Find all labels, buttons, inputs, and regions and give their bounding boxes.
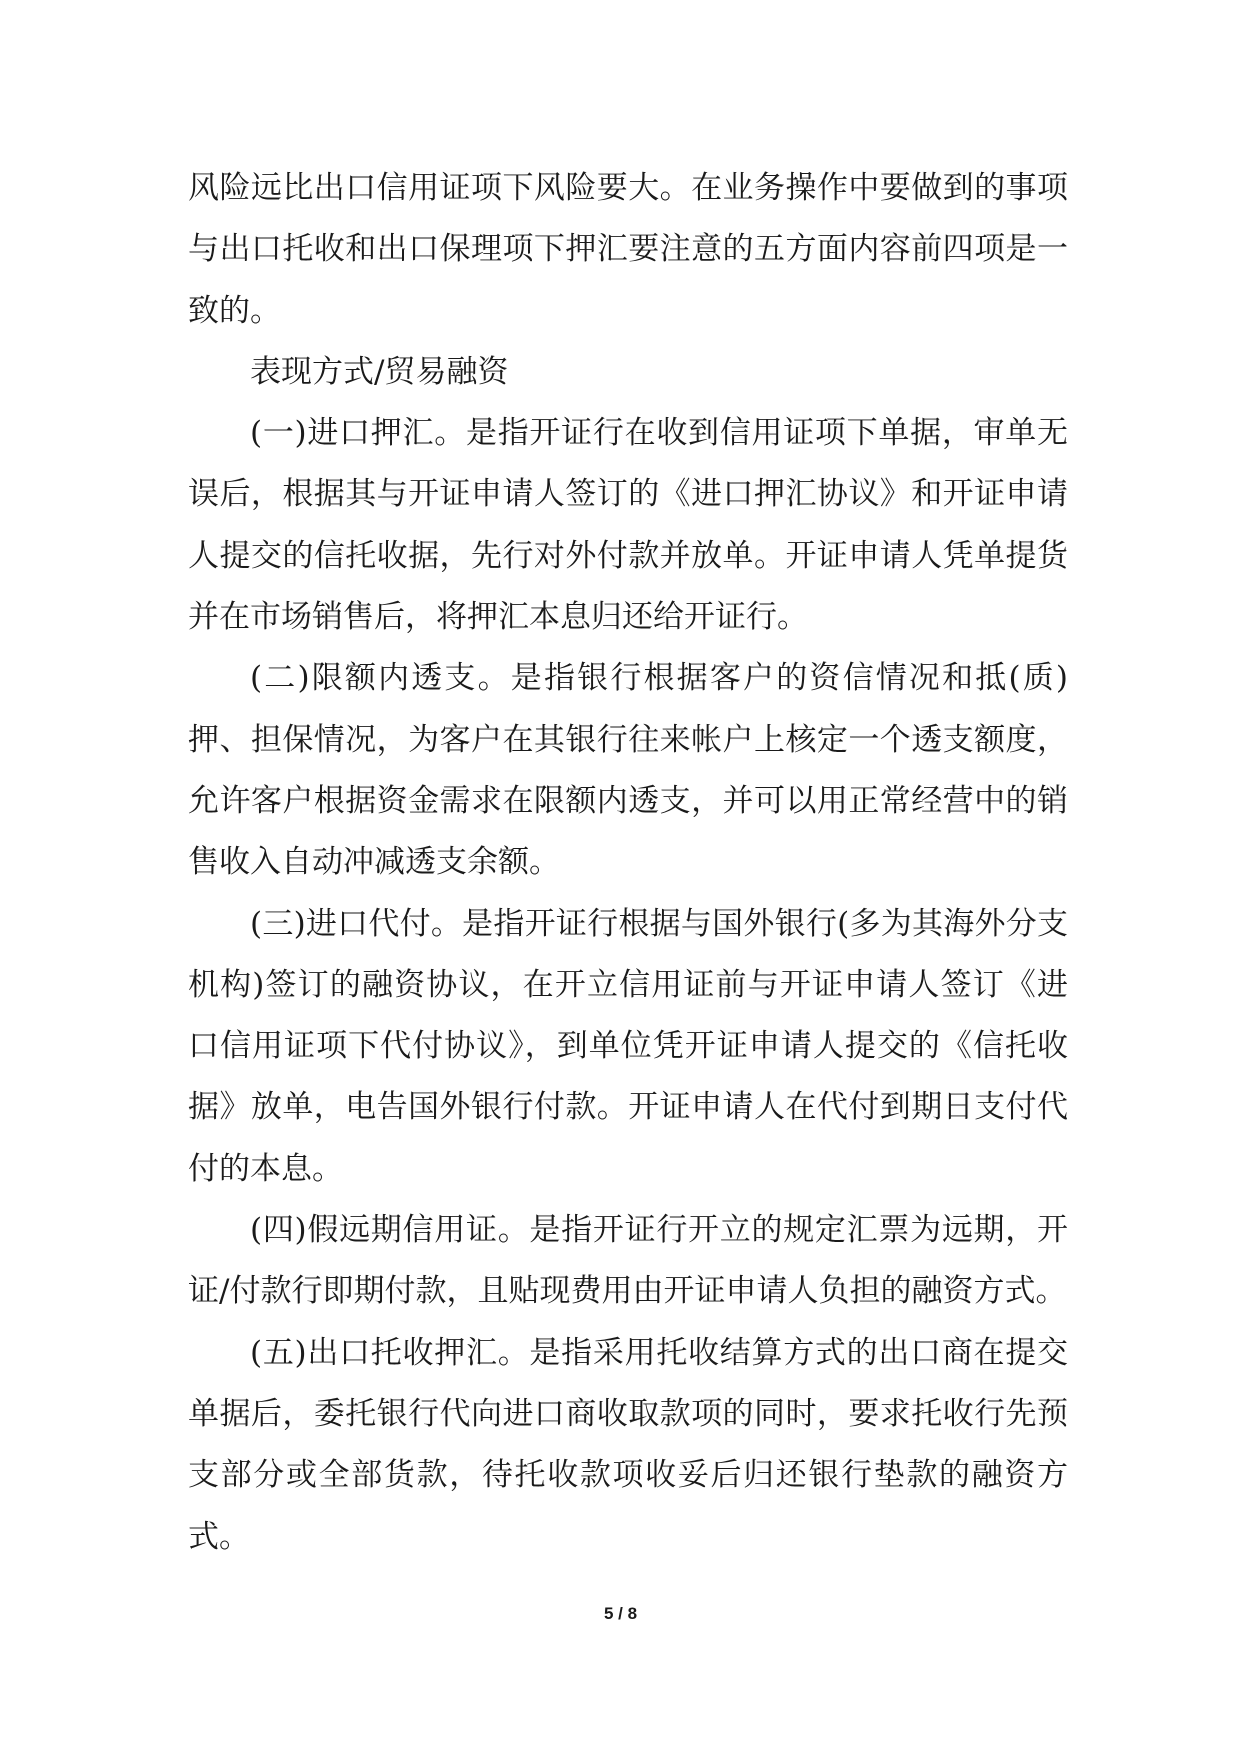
- page-number: 5 / 8: [603, 1604, 638, 1623]
- paragraph-usance-lc: (四)假远期信用证。是指开证行开立的规定汇票为远期，开证/付款行即期付款，且贴现费用由开证申请人负担的融资方式。: [188, 1212, 1068, 1310]
- paragraph-import-payment-agency: (三)进口代付。是指开证行根据与国外银行(多为其海外分支机构)签订的融资协议，在开立信用证前与开证申请人签订《进口信用证项下代付协议》，到单位凭开证申请人提交的《信托收据》放单，电告国外银行付款。开证申请人在代付到期日支付代付的本息。: [188, 905, 1068, 1187]
- section-heading: 表现方式/贸易融资: [250, 353, 509, 390]
- paragraph-continuation: 风险远比出口信用证项下风险要大。在业务操作中要做到的事项与出口托收和出口保理项下押汇要注意的五方面内容前四项是一致的。: [188, 170, 1068, 329]
- body-text: [188, 158, 1068, 1568]
- paragraph-export-collection-advance: (五)出口托收押汇。是指采用托收结算方式的出口商在提交单据后，委托银行代向进口商收取款项的同时，要求托收行先预支部分或全部货款，待托收款项收妥后归还银行垫款的融资方式。: [188, 1334, 1068, 1555]
- paragraph-import-bill-advance: (一)进口押汇。是指开证行在收到信用证项下单据，审单无误后，根据其与开证申请人签订的《进口押汇协议》和开证申请人提交的信托收据，先行对外付款并放单。开证申请人凭单提货并在市场销售后，将押汇本息归还给开证行。: [188, 415, 1068, 636]
- paragraph-overdraft-limit: (二)限额内透支。是指银行根据客户的资信情况和抵(质)押、担保情况，为客户在其银行往来帐户上核定一个透支额度，允许客户根据资金需求在限额内透支，并可以用正常经营中的销售收入自动冲减透支余额。: [188, 660, 1068, 881]
